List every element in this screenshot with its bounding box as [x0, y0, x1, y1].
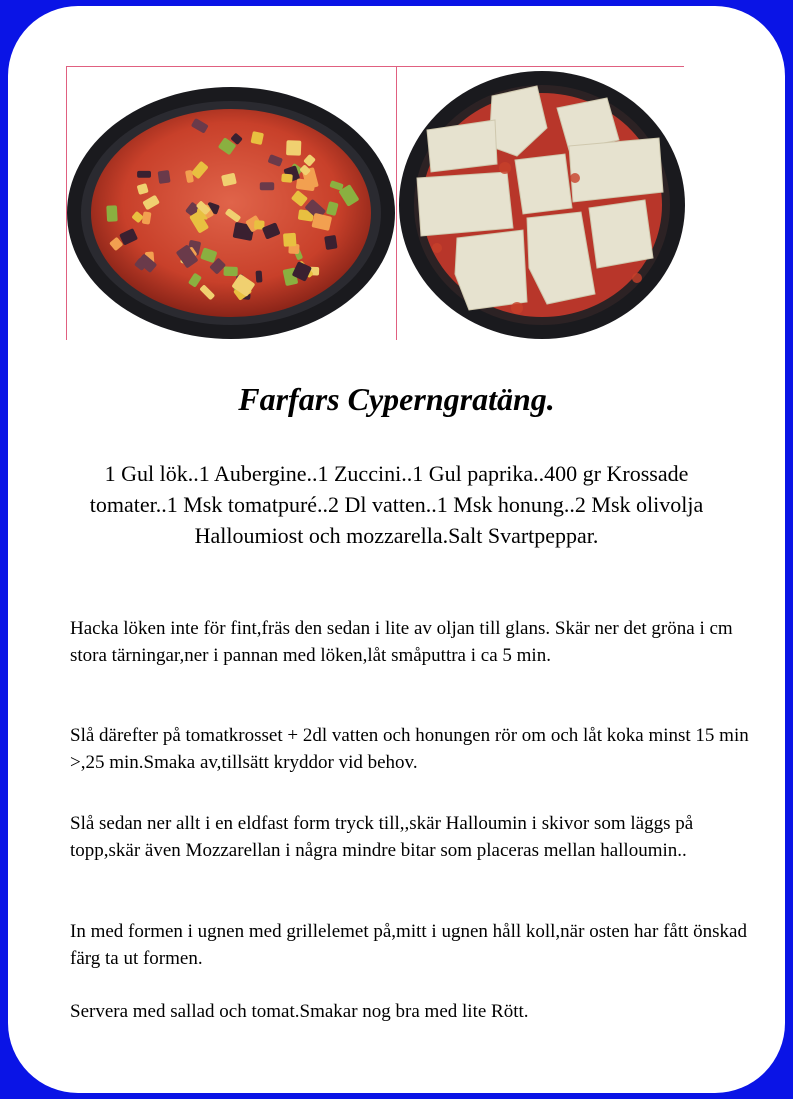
recipe-step: Hacka löken inte för fint,fräs den sedan i lite av oljan till glans. Skär ner det gröna i cm stora tärningar,ner i pannan med löken,låt småputtra i ca 5 min.: [70, 618, 733, 666]
vegetable-chunk: [223, 266, 237, 276]
vegetable-chunk: [281, 173, 293, 182]
photo-halloumi-topping: [397, 68, 687, 340]
vegetable-chunk: [137, 171, 151, 178]
vegetable-chunk: [255, 270, 262, 282]
photo-vegetable-sauce: [66, 86, 396, 340]
vegetable-chunk: [324, 235, 337, 250]
vegetable-chunk: [286, 140, 301, 156]
vegetable-chunk: [106, 205, 117, 222]
recipe-step: Slå sedan ner allt i en eldfast form tryck till,,skär Halloumin i skivor som läggs på topp,skär även Mozzarellan i några mindre bitar som placeras mellan halloumin..: [70, 813, 694, 861]
recipe-step: Slå därefter på tomatkrosset + 2dl vatten och honungen rör om och låt koka minst 15 min >,25 min.Smaka av,tillsätt kryddor vid behov.: [70, 725, 749, 773]
vegetable-chunk: [283, 233, 297, 247]
vegetable-chunk: [158, 170, 171, 184]
recipe-step: In med formen i ugnen med grillelemet på,mitt i ugnen håll koll,när osten har fått önskad färg ta ut formen.: [70, 921, 747, 969]
recipe-step: Servera med sallad och tomat.Smakar nog bra med lite Rött.: [70, 1001, 529, 1022]
ingredients-list: 1 Gul lök..1 Aubergine..1 Zuccini..1 Gul paprika..400 gr Krossade tomater..1 Msk tomatpuré..2 Dl vatten..1 Msk honung..2 Msk olivolja Halloumiost och mozzarella.Salt Svartpeppar.: [89, 461, 704, 548]
guide-line-top: [66, 66, 684, 67]
recipe-title: Farfars Cyperngratäng.: [238, 381, 555, 417]
vegetable-chunk: [260, 182, 274, 190]
vegetable-chunk: [250, 131, 264, 145]
